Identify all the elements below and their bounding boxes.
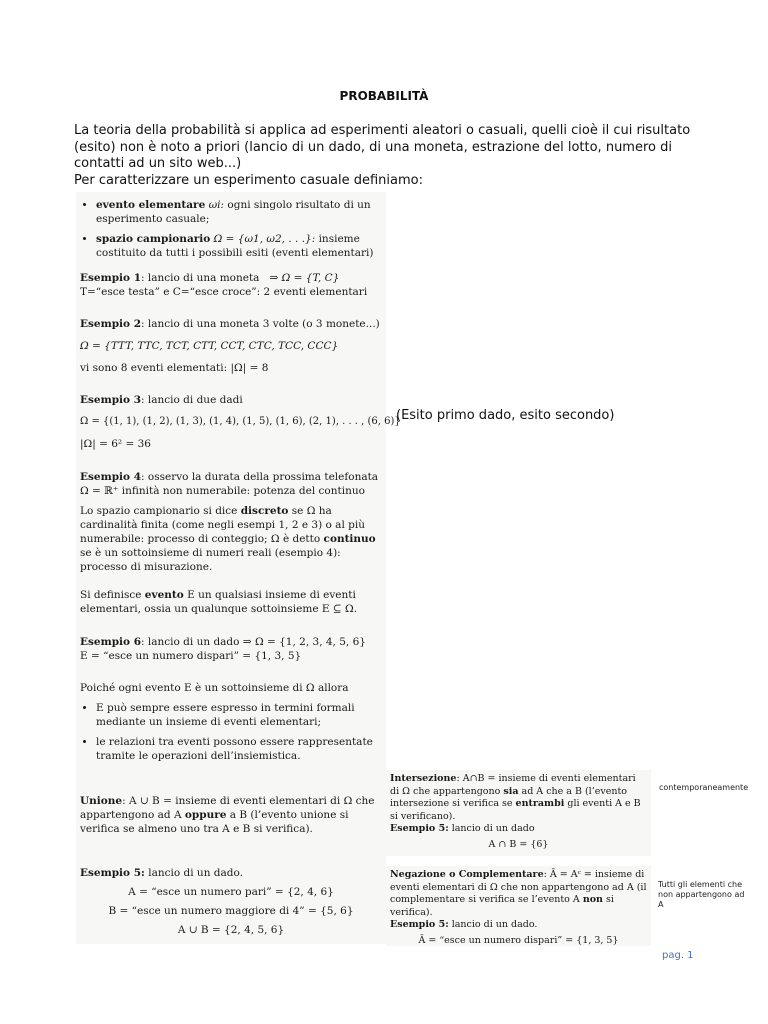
intro-text	[74, 123, 694, 189]
page-title: PROBABILITÀ	[339, 89, 429, 103]
example-6: Esempio 6: lancio di un dado ⇒ Ω = {1, 2, 3, 4, 5, 6} E = “esce un numero dispari” = {1, 3, 5}	[80, 636, 366, 662]
bullet-spazio-campionario: • spazio campionario Ω = {ω1, ω2, . . .}: insieme costituito da tutti i possibili esiti (eventi elementari)	[96, 232, 382, 260]
bullet-evento-elementare: • evento elementare ωi: ogni singolo risultato di un esperimento casuale;	[96, 198, 382, 226]
page-number: pag. 1	[662, 950, 694, 961]
esito-note: (Esito primo dado, esito secondo)	[396, 408, 615, 423]
discreto-continuo-paragraph: Lo spazio campionario si dice discreto se Ω ha cardinalità finita (come negli esempi 1, 2 e 3) o al più numerabile: processo di conteggio; Ω è detto continuo se è un sottoinsieme di numeri reali (esempio 4): processo di misurazione.	[80, 505, 376, 573]
example-4: Esempio 4: osservo la durata della prossima telefonata Ω = ℝ⁺ infinità non numerabile: potenza del continuo	[80, 471, 379, 497]
example-1: Esempio 1: lancio di una moneta ⇒ Ω = {T, C} T=“esce testa” e C=“esce croce”: 2 eventi elementari	[80, 272, 368, 298]
poiche-paragraph: Poiché ogni evento E è un sottoinsieme di Ω allora • E può sempre essere espresso in termini formali mediante un insieme di eventi elementari; • le relazioni tra eventi possono essere rappresentate tramite le operazioni dell’insiemistica.	[80, 681, 382, 769]
bullet-relazioni: • le relazioni tra eventi possono essere rappresentate tramite le operazioni dell’insiemistica.	[96, 735, 382, 763]
example-2: Esempio 2: lancio di una moneta 3 volte (o 3 monete...) Ω = {TTT, TTC, TCT, CTT, CCT, CTC, TCC, CCC} vi sono 8 eventi elementati: |Ω| = 8	[80, 318, 380, 374]
complementare-note: Tutti gli elementi che non appartengono ad A	[658, 880, 745, 909]
intro-lead: Per caratterizzare un esperimento casuale definiamo:	[74, 172, 423, 188]
intro-paragraph: La teoria della probabilità si applica ad esperimenti aleatori o casuali, quelli cioè il cui risultato (esito) non è noto a priori (lancio di un dado, di una moneta, estrazione del lotto, numero di contatti ad un sito web...)	[74, 123, 691, 171]
intersezione-panel: Intersezione: A∩B = insieme di eventi elementari di Ω che appartengono sia ad A che a B (l’evento intersezione si verifica se entrambi gli eventi A e B si verificano). Esempio 5: lancio di un dado A ∩ B = {6}	[386, 770, 651, 856]
evento-definition: Si definisce evento E un qualsiasi insieme di eventi elementari, ossia un qualunque sottoinsieme E ⊆ Ω.	[80, 589, 358, 615]
contemporaneamente-note: contemporaneamente	[659, 783, 749, 792]
example-3: Esempio 3: lancio di due dadi Ω = {(1, 1), (1, 2), (1, 3), (1, 4), (1, 5), (1, 6), (2, 1), . . . , (6, 6)} |Ω| = 6² = 36	[80, 394, 401, 450]
negazione-panel: Negazione o Complementare: Ā = Aᶜ = insieme di eventi elementari di Ω che non appartengono ad A (il complementare si verifica se l’evento A non si verifica). Esempio 5: lancio di un dado. Ā = “esce un numero dispari” = {1, 3, 5}	[386, 866, 651, 946]
unione-definition: Unione: A ∪ B = insieme di eventi elementari di Ω che appartengono ad A oppure a B (l’evento unione si verifica se almeno uno tra A e B si verifica).	[80, 795, 375, 835]
scanned-definitions-panel	[76, 192, 401, 944]
example-5-unione: Esempio 5: lancio di un dado. A = “esce un numero pari” = {2, 4, 6} B = “esce un numero maggiore di 4” = {5, 6} A ∪ B = {2, 4, 5, 6}	[80, 867, 354, 936]
bullet-espresso: • E può sempre essere espresso in termini formali mediante un insieme di eventi elementari;	[96, 701, 382, 729]
definition-bullets	[80, 198, 382, 266]
